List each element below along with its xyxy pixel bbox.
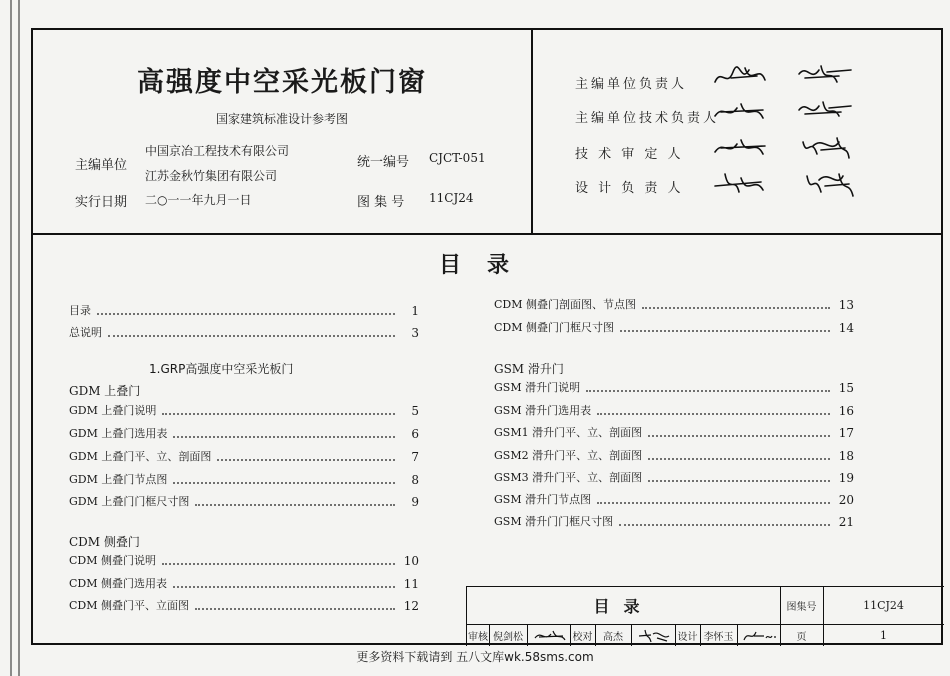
approval-role: 主编单位负责人: [575, 77, 688, 92]
section-title: 1.GRP高强度中空采光板门: [149, 362, 294, 376]
toc-entry-page: 14: [838, 321, 854, 335]
dot-leader: [173, 482, 395, 484]
dot-leader: [597, 413, 830, 415]
footer-watermark-text[interactable]: 更多资料下载请到 五八文库wk.58sms.com: [356, 650, 594, 664]
toc-entry-label: GDM 上叠门门框尺寸图: [69, 495, 190, 508]
toc-entry-page: 6: [411, 427, 419, 441]
toc-entry-label: CDM 侧叠门剖面图、节点图: [494, 298, 636, 311]
atlas-subtitle: 国家建筑标准设计参考图: [215, 112, 348, 126]
review-label: 审核: [468, 631, 488, 643]
design-name: 李怀玉: [703, 631, 734, 643]
check-label: 校对: [572, 631, 593, 643]
approval-role: 主编单位技术负责人: [575, 111, 720, 126]
toc-entry-page: 1: [411, 304, 419, 318]
toc-entry-page: 3: [411, 326, 419, 340]
atlas-title: 高强度中空采光板门窗: [137, 67, 427, 98]
toc-entry-label: GSM 滑升门说明: [494, 381, 581, 394]
header-left: [33, 30, 531, 233]
toc-entry-page: 7: [411, 450, 419, 464]
toc-entry[interactable]: [494, 447, 854, 463]
toc-entry-label: 目录: [69, 304, 91, 317]
toc-entry-page: 5: [411, 404, 419, 418]
dot-leader: [162, 413, 395, 415]
toc-entry-label: GSM3 滑升门平、立、剖面图: [494, 471, 643, 484]
toc-entry-page: 13: [838, 298, 854, 312]
toc-entry-label: CDM 侧叠门平、立面图: [69, 599, 189, 612]
group-heading: GDM 上叠门: [69, 384, 141, 398]
handwritten-signatures: [742, 628, 778, 644]
date-value: 二○一一年九月一日: [145, 193, 252, 207]
dot-leader: [648, 458, 830, 460]
review-name: 倪剑松: [493, 631, 523, 643]
editor-unit-2: 江苏金秋竹集团有限公司: [145, 169, 278, 183]
table-line: [737, 624, 738, 646]
toc-entry[interactable]: [69, 597, 419, 613]
toc-entry-page: 15: [838, 381, 854, 395]
title-block: [466, 586, 944, 646]
toc-entry-label: GSM2 滑升门平、立、剖面图: [494, 449, 643, 462]
approval-role: 设 计 负 责 人: [575, 181, 684, 196]
toc-entry[interactable]: [494, 319, 854, 335]
table-line: [631, 624, 632, 646]
code-value: CJCT-051: [429, 151, 486, 165]
toc-entry-page: 11: [403, 577, 419, 591]
toc-entry[interactable]: [69, 471, 419, 487]
toc-entry[interactable]: [69, 575, 419, 591]
toc-entry-label: GSM 滑升门选用表: [494, 404, 592, 417]
toc-entry-page: 12: [403, 599, 419, 613]
handwritten-signatures: [711, 58, 881, 228]
toc-title: 目录: [438, 253, 535, 278]
dot-leader: [162, 563, 395, 565]
check-name: 高杰: [603, 631, 623, 643]
toc-entry[interactable]: [494, 379, 854, 395]
toc-entry[interactable]: [494, 513, 854, 529]
toc-entry[interactable]: [494, 402, 854, 418]
approval-role: 技 术 审 定 人: [575, 147, 684, 162]
handwritten-signatures: [533, 628, 567, 644]
dot-leader: [597, 502, 830, 504]
toc-entry-page: 9: [411, 495, 419, 509]
toc-entry[interactable]: [69, 448, 419, 464]
toc-entry-label: GDM 上叠门选用表: [69, 427, 168, 440]
code-label: 统一编号: [357, 155, 410, 170]
page-value: 1: [880, 628, 887, 642]
dot-leader: [648, 435, 830, 437]
toc-entry[interactable]: [494, 491, 854, 507]
toc-entry[interactable]: [69, 425, 419, 441]
atlas-label: 图 集 号: [357, 195, 405, 210]
header-divider: [33, 233, 941, 235]
approval-block: [531, 30, 941, 233]
scan-edge-line: [10, 0, 12, 676]
toc-entry-page: 17: [838, 426, 854, 440]
toc-entry-page: 18: [838, 449, 854, 463]
toc-entry[interactable]: [494, 469, 854, 485]
dot-leader: [195, 608, 395, 610]
toc-entry[interactable]: [69, 302, 419, 318]
dot-leader: [642, 307, 830, 309]
toc-entry-label: GSM 滑升门节点图: [494, 493, 592, 506]
page-label: 页: [796, 631, 807, 643]
toc-entry[interactable]: [69, 324, 419, 340]
dot-leader: [173, 586, 395, 588]
toc-entry-page: 20: [838, 493, 854, 507]
toc-entry-label: CDM 侧叠门选用表: [69, 577, 167, 590]
dot-leader: [619, 524, 830, 526]
group-heading: GSM 滑升门: [494, 362, 564, 376]
atlas-value: 11CJ24: [429, 191, 474, 205]
toc-entry-label: CDM 侧叠门门框尺寸图: [494, 321, 614, 334]
toc-entry-label: GSM1 滑升门平、立、剖面图: [494, 426, 643, 439]
title-block-title: 目录: [467, 587, 781, 624]
dot-leader: [217, 459, 395, 461]
toc-entry-page: 8: [411, 473, 419, 487]
editor-unit-label: 主编单位: [75, 158, 128, 173]
date-label: 实行日期: [75, 195, 128, 210]
dot-leader: [620, 330, 830, 332]
toc-entry-page: 10: [403, 554, 419, 568]
drawing-frame: [31, 28, 943, 645]
toc-entry[interactable]: [69, 402, 419, 418]
editor-unit-1: 中国京冶工程技术有限公司: [145, 144, 290, 158]
toc-entry-label: GSM 滑升门门框尺寸图: [494, 515, 614, 528]
dot-leader: [97, 313, 395, 315]
toc-entry-page: 21: [838, 515, 854, 529]
toc-entry[interactable]: [494, 424, 854, 440]
toc-entry-label: GDM 上叠门节点图: [69, 473, 168, 486]
toc-entry-page: 16: [838, 404, 854, 418]
toc-entry-label: 总说明: [69, 326, 102, 339]
handwritten-signatures: [637, 628, 671, 644]
dot-leader: [173, 436, 395, 438]
toc-entry[interactable]: [494, 296, 854, 312]
dot-leader: [108, 335, 395, 337]
dot-leader: [648, 480, 830, 482]
table-line: [527, 624, 528, 646]
dot-leader: [195, 504, 395, 506]
toc-entry[interactable]: [69, 552, 419, 568]
group-heading: CDM 侧叠门: [69, 535, 140, 549]
toc-entry-page: 19: [838, 471, 854, 485]
dot-leader: [586, 390, 830, 392]
title-block-atlas-value: 11CJ24: [863, 599, 904, 612]
toc-entry-label: CDM 侧叠门说明: [69, 554, 156, 567]
design-label: 设计: [677, 631, 698, 643]
toc-entry[interactable]: [69, 493, 419, 509]
toc-entry-label: GDM 上叠门说明: [69, 404, 157, 417]
toc-entry-label: GDM 上叠门平、立、剖面图: [69, 450, 212, 463]
title-block-atlas-label: 图集号: [786, 602, 817, 613]
scan-edge-line: [18, 0, 20, 676]
